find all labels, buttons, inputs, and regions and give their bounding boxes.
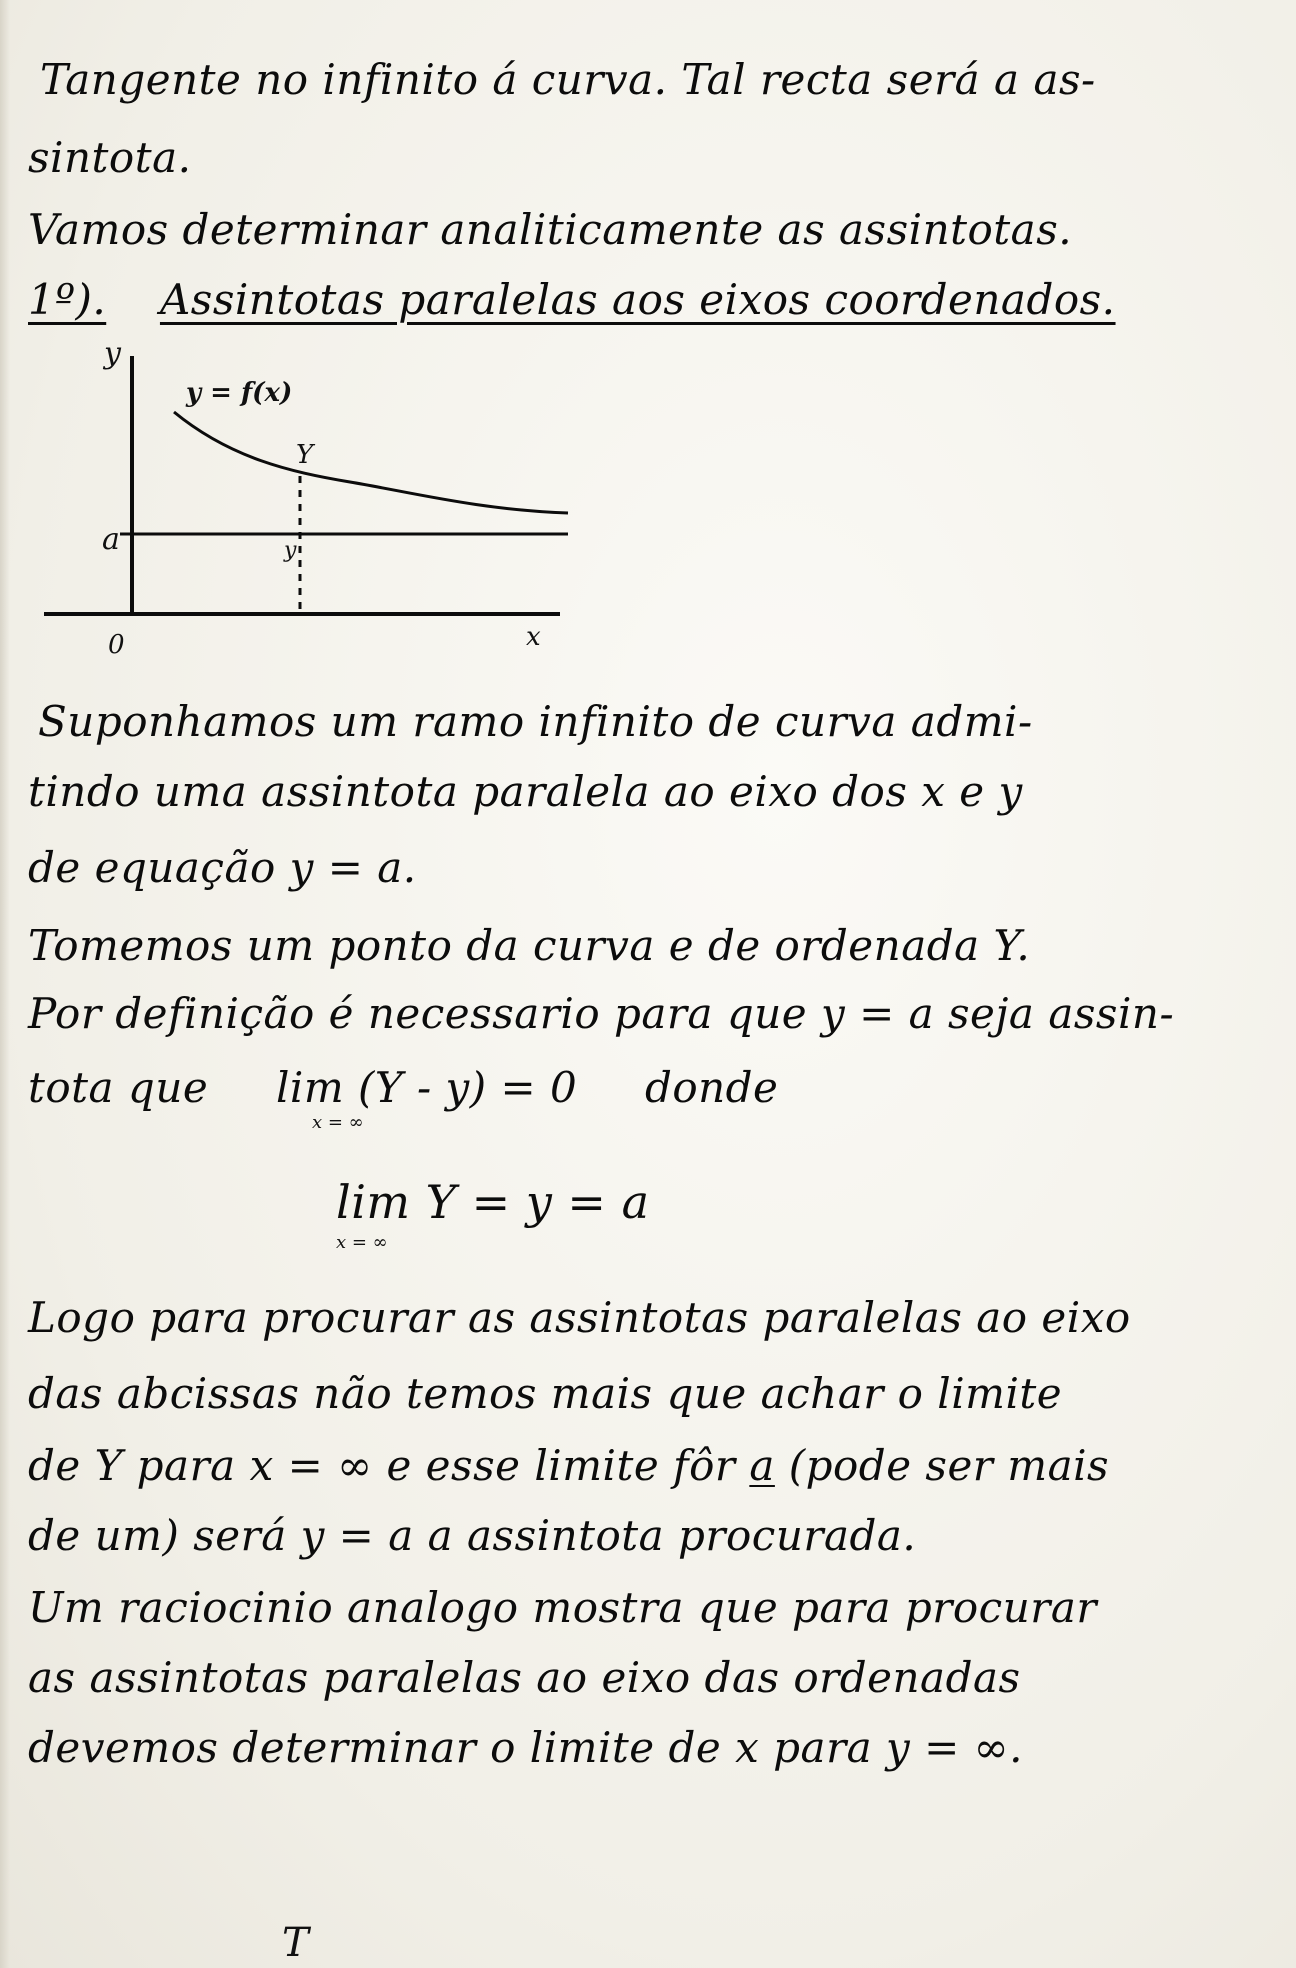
text-line-p10 [28, 1438, 1109, 1494]
curve-path [174, 412, 568, 513]
text-line-2: sintota. [28, 133, 192, 182]
limit-expression-1: lim (Y - y) = 0 [275, 1063, 578, 1112]
text-line-3: Vamos determinar analiticamente as assintotas. [28, 205, 1073, 254]
p10-lead: de Y para x = ∞ e esse limite fôr [28, 1441, 736, 1490]
figure-origin-label: 0 [108, 630, 125, 660]
p10-underlined-a: a [749, 1441, 775, 1490]
text-line-p4: Tomemos um ponto da curva e de ordenada Y. [28, 921, 1031, 970]
section-title: Assintotas paralelas aos eixos coordenados. [159, 275, 1116, 324]
text-line-p9: das abcissas não temos mais que achar o limite [28, 1369, 1063, 1418]
figure-x-axis-label: x [526, 622, 541, 652]
limit-subscript-1: x = ∞ [312, 1112, 364, 1133]
section-heading [28, 272, 1116, 328]
text-line-p6 [28, 1060, 778, 1116]
figure-curve-label: y = f(x) [186, 378, 293, 408]
section-number: 1º). [28, 275, 107, 324]
text-line-p5: Por definição é necessario para que y = a seja assin- [28, 989, 1175, 1038]
p10-tail: (pode ser mais [788, 1441, 1110, 1490]
text-line-p8: Logo para procurar as assintotas paralelas ao eixo [28, 1293, 1131, 1342]
text-line-p12: Um raciocinio analogo mostra que para procurar [28, 1583, 1097, 1632]
figure-asymptote-label: a [102, 522, 120, 557]
text-line-p2: tindo uma assintota paralela ao eixo dos x e y [28, 767, 1023, 816]
text-line-p14: devemos determinar o limite de x para y = ∞. [28, 1723, 1023, 1772]
page-edge-shadow [0, 0, 10, 1968]
figure-point-lower-label: y [284, 538, 297, 563]
text-line-p3: de equação y = a. [28, 843, 417, 892]
text-line-p13: as assintotas paralelas ao eixo das ordenadas [28, 1653, 1021, 1702]
limit-expression-2: lim Y = y = a [336, 1175, 650, 1229]
text-line-1: Tangente no infinito á curva. Tal recta será a as- [40, 55, 1096, 104]
figure-point-upper-label: Y [296, 440, 314, 470]
limit-subscript-2: x = ∞ [336, 1232, 388, 1253]
bottom-partial-mark: T [282, 1920, 309, 1966]
p6-tail: donde [644, 1063, 779, 1112]
text-line-p11: de um) será y = a a assintota procurada. [28, 1511, 917, 1560]
figure-y-axis-label: y [104, 336, 121, 371]
asymptote-figure [20, 340, 620, 660]
text-line-p1: Suponhamos um ramo infinito de curva admi- [38, 697, 1033, 746]
p6-lead: tota que [28, 1063, 209, 1112]
